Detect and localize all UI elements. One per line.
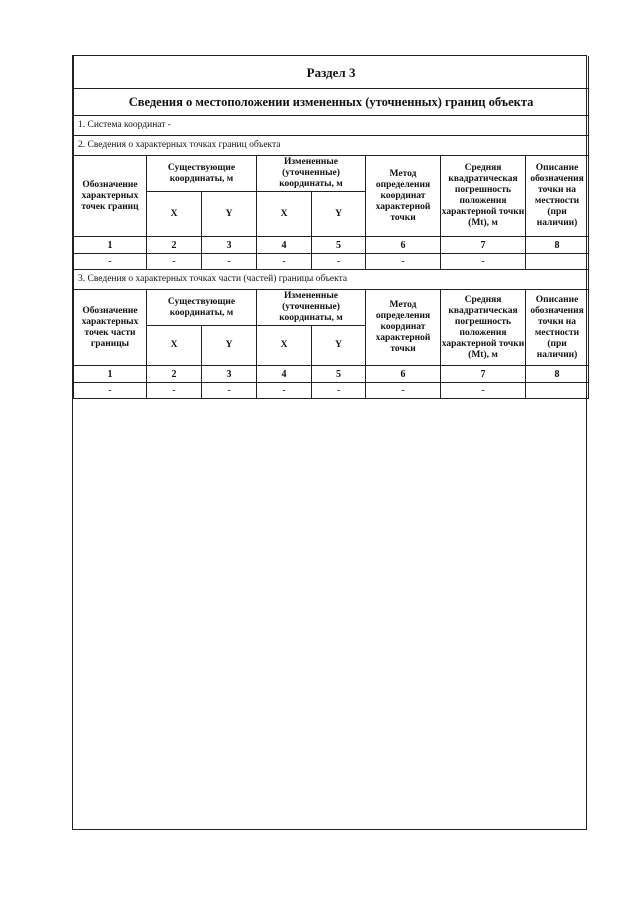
t3-col-designation: Обозначение характерных точек части границы [74,290,147,366]
t2-number-row [74,237,589,254]
t2-col-changed: Измененные (уточненные) координаты, м [257,156,366,192]
t3-number-row [74,366,589,383]
t2-data-cell: - [441,254,526,270]
t3-data-cell: - [257,383,312,399]
t3-data-cell [526,383,589,399]
t2-data-cell: - [312,254,366,270]
t2-col-description: Описание обозначения точки на местности (при наличии) [526,156,589,237]
t2-col-designation: Обозначение характерных точек границ [74,156,147,237]
t2-num-cell: 6 [366,237,441,254]
t3-data-cell: - [147,383,202,399]
t2-num-cell: 3 [202,237,257,254]
t2-col-method: Метод определения координат характерной точки [366,156,441,237]
t2-data-cell: - [257,254,312,270]
section-subtitle: Сведения о местоположении измененных (уточненных) границ объекта [74,89,589,116]
t2-data-cell: - [147,254,202,270]
part2-title: 2. Сведения о характерных точках границ объекта [74,136,589,156]
t3-col-description: Описание обозначения точки на местности (при наличии) [526,290,589,366]
t3-col-method: Метод определения координат характерной точки [366,290,441,366]
t3-num-cell: 4 [257,366,312,383]
t2-y-existing: Y [202,192,257,237]
t2-num-cell: 7 [441,237,526,254]
t3-col-changed: Измененные (уточненные) координаты, м [257,290,366,326]
t3-data-cell: - [74,383,147,399]
t3-num-cell: 6 [366,366,441,383]
t3-num-cell: 1 [74,366,147,383]
t3-data-cell: - [312,383,366,399]
section-3-form [72,55,587,830]
t2-num-cell: 2 [147,237,202,254]
t3-x-changed: X [257,326,312,366]
part3-title: 3. Сведения о характерных точках части (частей) границы объекта [74,270,589,290]
t3-data-row [74,383,589,399]
t2-y-changed: Y [312,192,366,237]
t3-num-cell: 8 [526,366,589,383]
t2-data-cell: - [366,254,441,270]
t2-x-existing: X [147,192,202,237]
t2-col-error: Средняя квадратическая погрешность положения характерной точки (Mt), м [441,156,526,237]
t2-data-cell: - [202,254,257,270]
t2-x-changed: X [257,192,312,237]
coord-system-line: 1. Система координат - [74,116,589,136]
t2-col-existing: Существующие координаты, м [147,156,257,192]
t3-data-cell: - [202,383,257,399]
t2-data-cell [526,254,589,270]
t3-col-error: Средняя квадратическая погрешность положения характерной точки (Mt), м [441,290,526,366]
t2-num-cell: 8 [526,237,589,254]
t3-num-cell: 5 [312,366,366,383]
header-table [73,56,589,399]
t3-x-existing: X [147,326,202,366]
t3-y-existing: Y [202,326,257,366]
t2-num-cell: 5 [312,237,366,254]
t2-data-cell: - [74,254,147,270]
t3-y-changed: Y [312,326,366,366]
t3-data-cell: - [366,383,441,399]
t3-num-cell: 3 [202,366,257,383]
t2-num-cell: 1 [74,237,147,254]
t3-data-cell: - [441,383,526,399]
t3-num-cell: 7 [441,366,526,383]
section-title: Раздел 3 [74,56,589,89]
t3-col-existing: Существующие координаты, м [147,290,257,326]
t3-num-cell: 2 [147,366,202,383]
t2-data-row [74,254,589,270]
t2-num-cell: 4 [257,237,312,254]
